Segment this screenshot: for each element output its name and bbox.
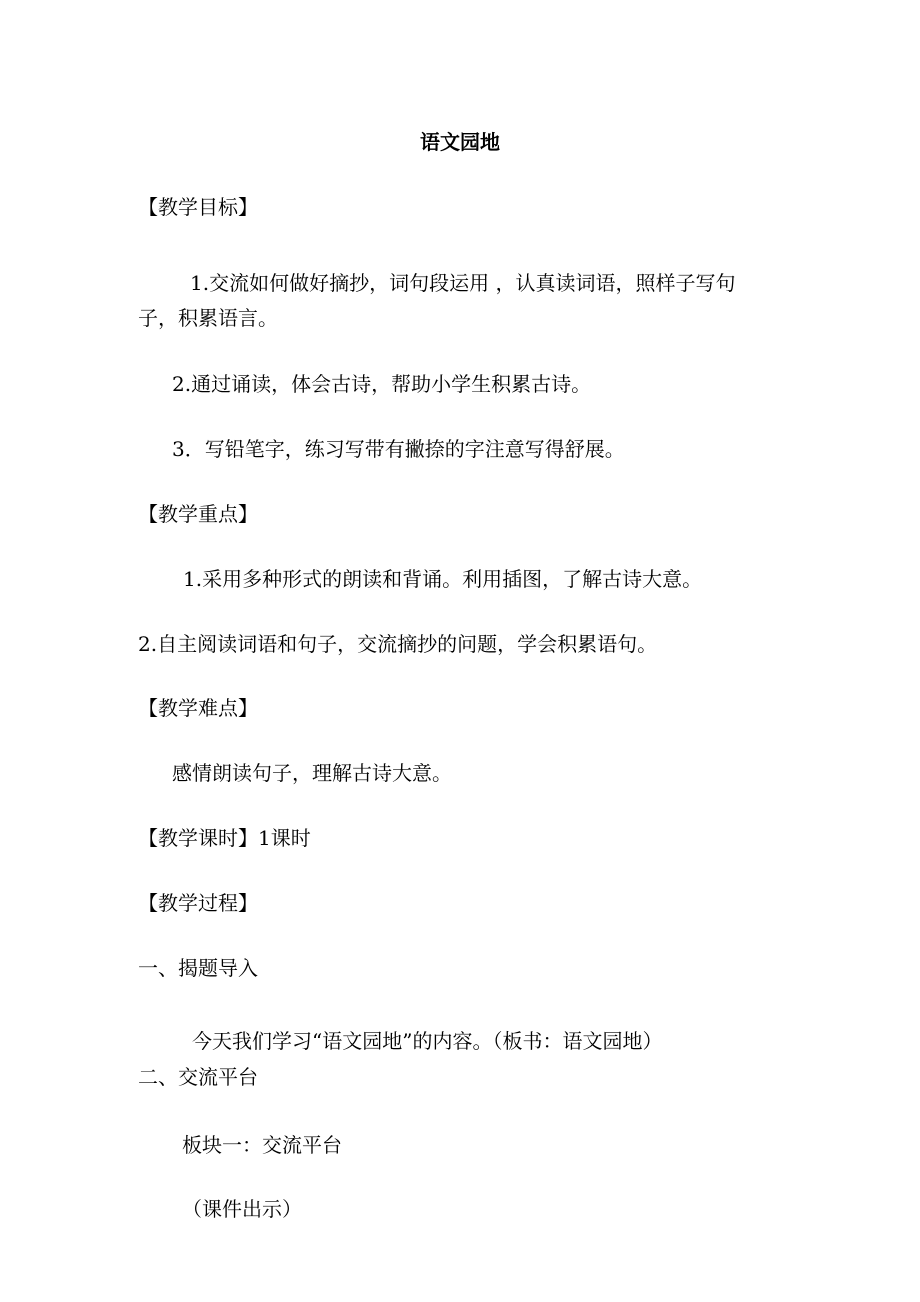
subheading: 二、交流平台 <box>138 1065 258 1089</box>
paragraph: 2.通过诵读，体会古诗，帮助小学生积累古诗。 <box>172 372 592 396</box>
paragraph: 3．写铅笔字，练习写带有撇捺的字注意写得舒展。 <box>172 437 625 461</box>
paragraph: 子，积累语言。 <box>138 306 278 330</box>
section-heading-difficulties: 【教学难点】 <box>138 696 258 720</box>
document-title: 语文园地 <box>420 130 500 154</box>
section-heading-objectives: 【教学目标】 <box>138 195 258 219</box>
paragraph: 感情朗读句子，理解古诗大意。 <box>172 761 452 785</box>
paragraph: 板块一：交流平台 <box>182 1133 342 1157</box>
section-heading-hours: 【教学课时】1课时 <box>138 826 311 850</box>
paragraph: 1.交流如何做好摘抄，词句段运用 ，认真读词语，照样子写句 <box>190 271 736 295</box>
section-heading-key-points: 【教学重点】 <box>138 502 258 526</box>
subheading: 一、揭题导入 <box>138 956 258 980</box>
paragraph: 2.自主阅读词语和句子，交流摘抄的问题，学会积累语句。 <box>138 632 658 656</box>
section-heading-process: 【教学过程】 <box>138 891 258 915</box>
paragraph: 1.采用多种形式的朗读和背诵。利用插图，了解古诗大意。 <box>183 567 703 591</box>
paragraph: 今天我们学习“语文园地”的内容。（板书：语文园地） <box>192 1029 663 1053</box>
paragraph: （课件出示） <box>182 1197 302 1221</box>
